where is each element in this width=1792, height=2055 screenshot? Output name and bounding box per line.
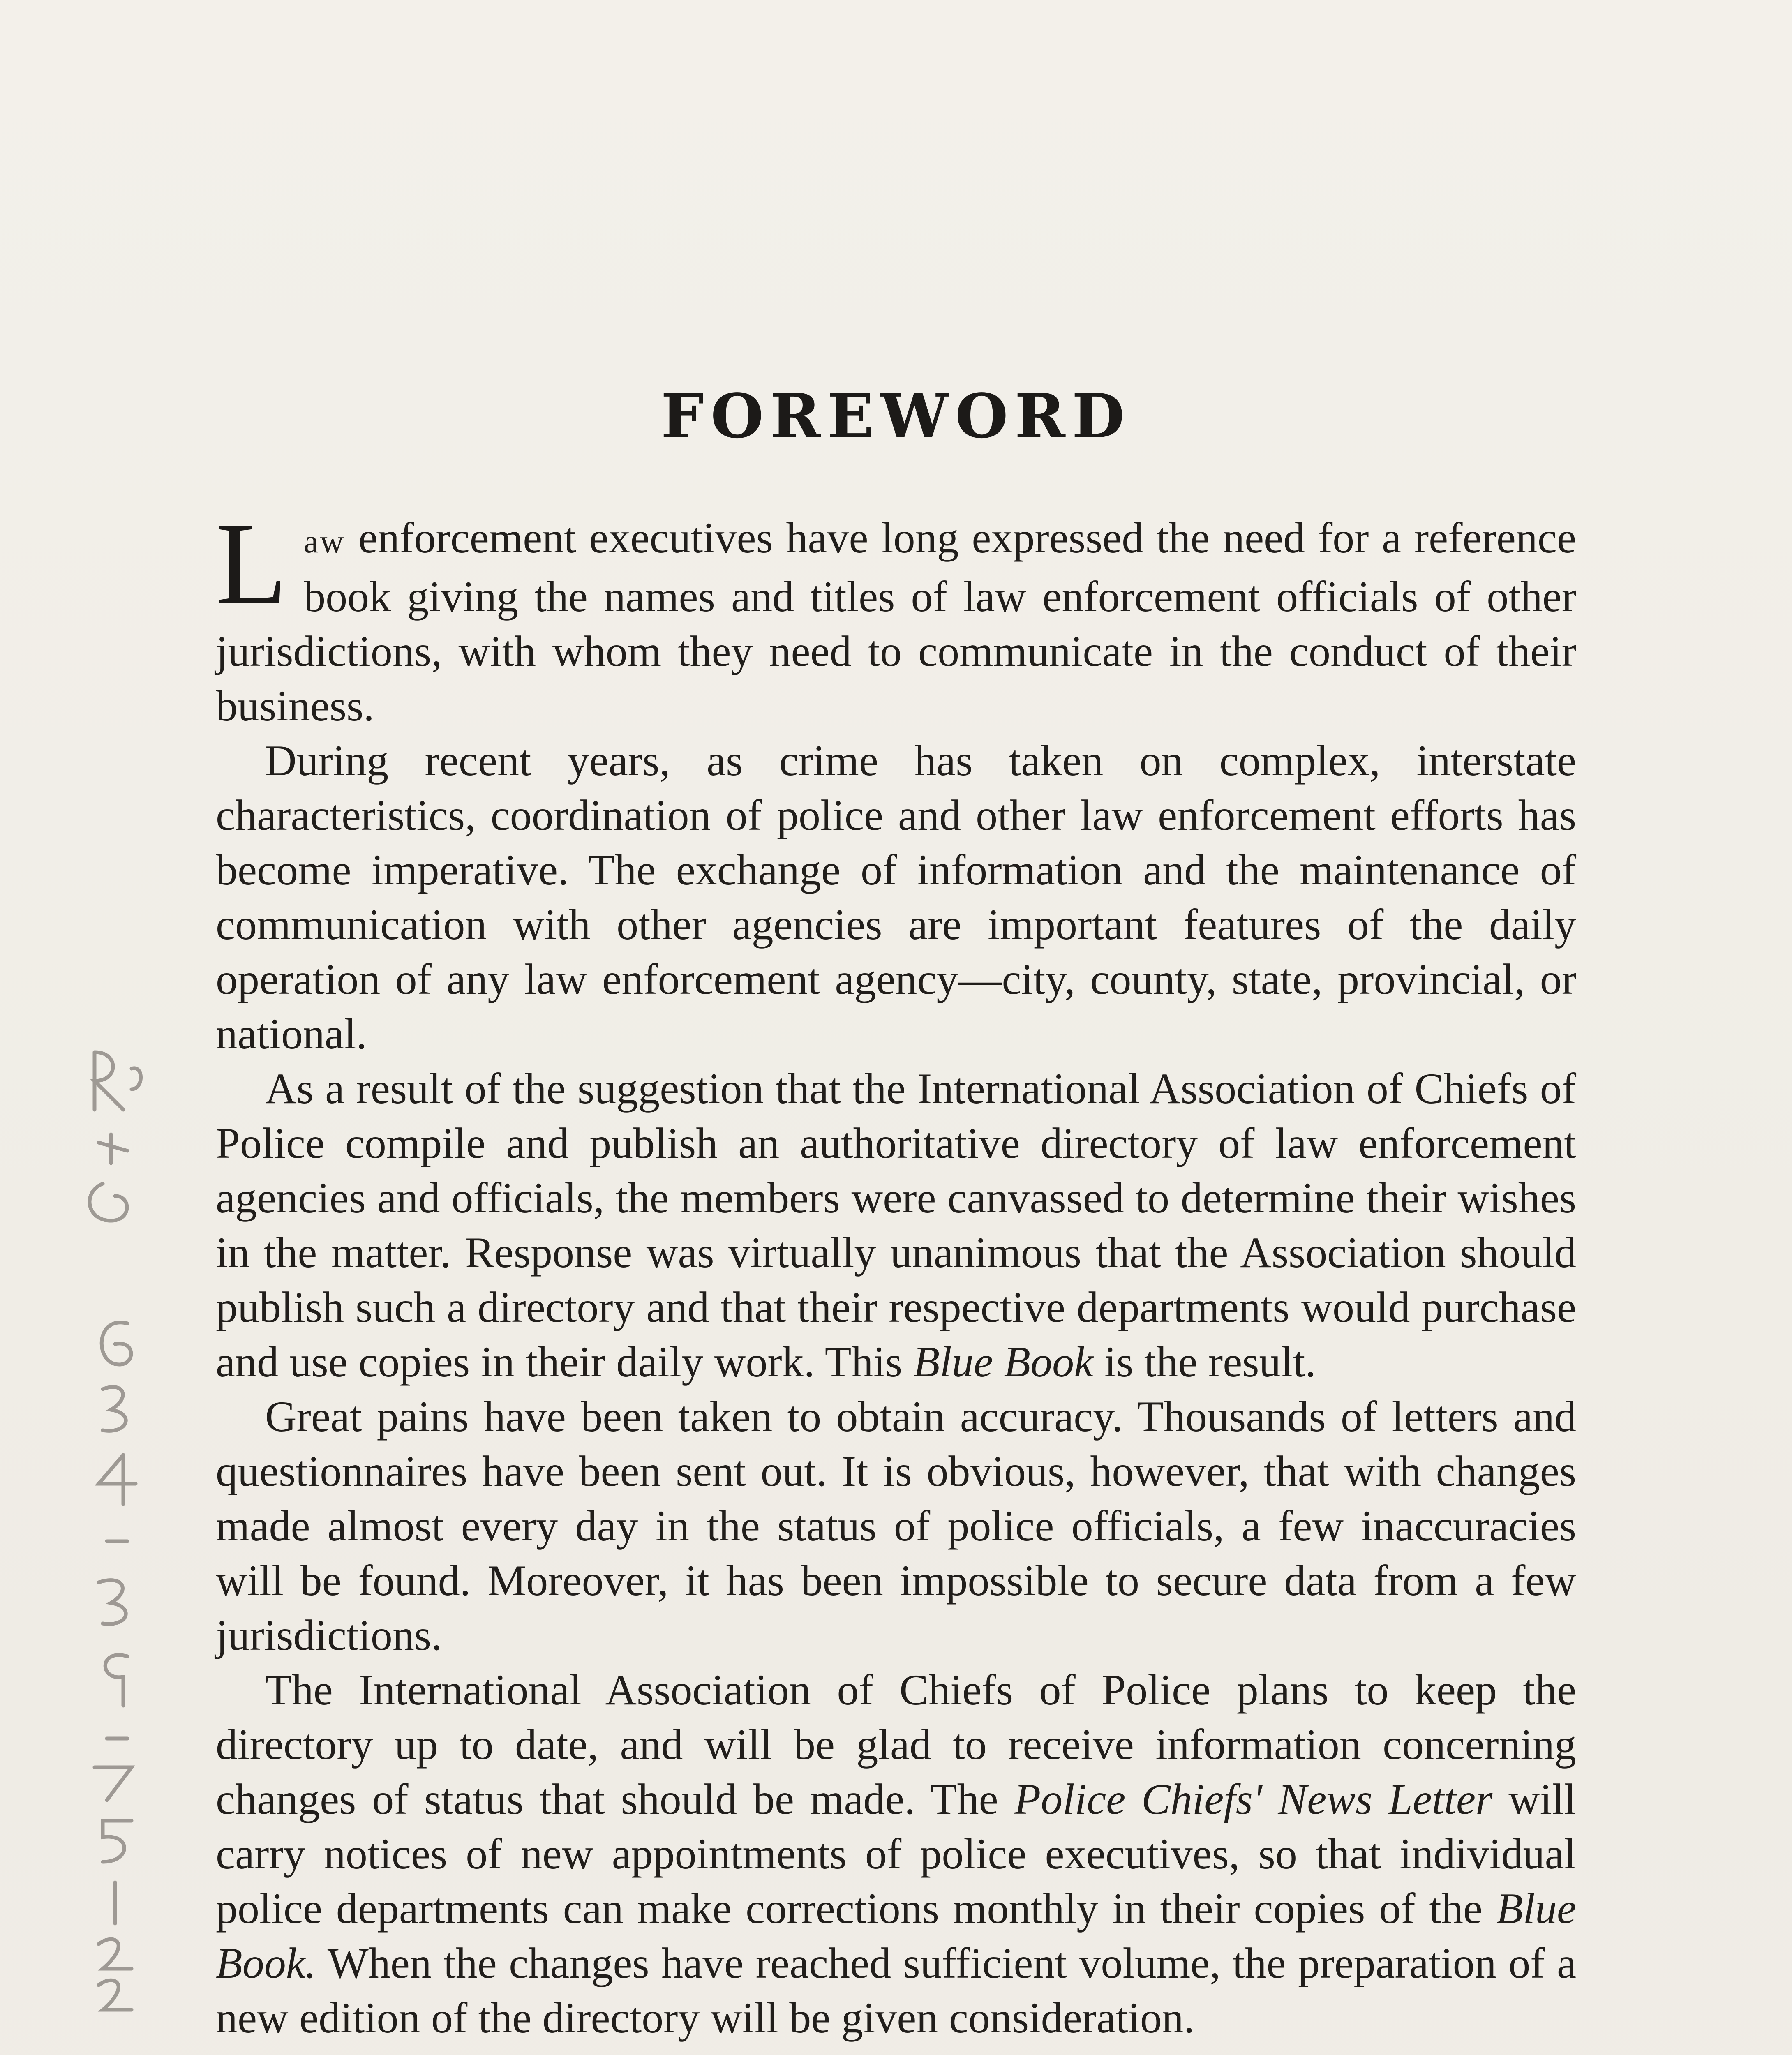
foreword-body bbox=[216, 499, 1576, 2045]
paragraph-1-text: enforcement executives have long expressed the need for a reference book giving the names and titles of law enforcement officials of other jurisdictions, with whom they need to communicate in the conduct of their business. bbox=[216, 514, 1576, 730]
drop-cap: L bbox=[216, 499, 288, 628]
page-title: FOREWORD bbox=[660, 380, 1132, 452]
paragraph-3-italic: Blue Book bbox=[913, 1338, 1094, 1386]
paragraph-3 bbox=[216, 1061, 1576, 1389]
paragraph-3-text-a: As a result of the suggestion that the International Association of Chiefs of Police compile and publish an authoritative directory of law enforcement agencies and officials, the members were canvassed to determine their wishes in the matter. Response was virtually unanimous that the Association should publish such a directory and that their respective departments would purchase and use copies in their daily work. This bbox=[216, 1064, 1576, 1386]
paragraph-1-smallcaps: aw bbox=[304, 524, 346, 560]
paragraph-4: Great pains have been taken to obtain accuracy. Thousands of letters and questionnaires have been sent out. It is obvious, however, that with changes made almost every day in the status of police officials, a few inaccuracies will be found. Moreover, it has been impossible to secure data from a few jurisdictions. bbox=[216, 1392, 1576, 1659]
paragraph-2: During recent years, as crime has taken on complex, interstate characteristics, coordination of police and other law enforcement efforts has become imperative. The exchange of information and the maintenance of communication with other agencies are important features of the daily operation of any law enforcement agency—city, county, state, provincial, or national. bbox=[216, 737, 1576, 1058]
paragraph-1 bbox=[216, 499, 1576, 733]
paragraph-5-italic-b: Blue Book. bbox=[216, 1884, 1576, 1987]
paragraph-3-text-b: is the result. bbox=[1093, 1338, 1316, 1386]
paragraph-5-italic-a: Police Chiefs' News Letter bbox=[1014, 1775, 1493, 1823]
handwritten-margin-note bbox=[70, 1028, 156, 2014]
paragraph-5-text-b: will carry notices of new appointments of police executives, so that individual police departments can make corrections monthly in their copies of the bbox=[216, 1775, 1576, 1933]
paragraph-5 bbox=[216, 1662, 1576, 2045]
pencil-annotation-drawing bbox=[70, 1028, 156, 2014]
paragraph-5-text-c: When the changes have reached sufficient volume, the preparation of a new edition of the directory will be given consideration. bbox=[216, 1939, 1576, 2042]
paragraph-5-text-a: The International Association of Chiefs of Police plans to keep the directory up to date, and will be glad to receive information concerning changes of status that should be made. The bbox=[216, 1666, 1576, 1823]
